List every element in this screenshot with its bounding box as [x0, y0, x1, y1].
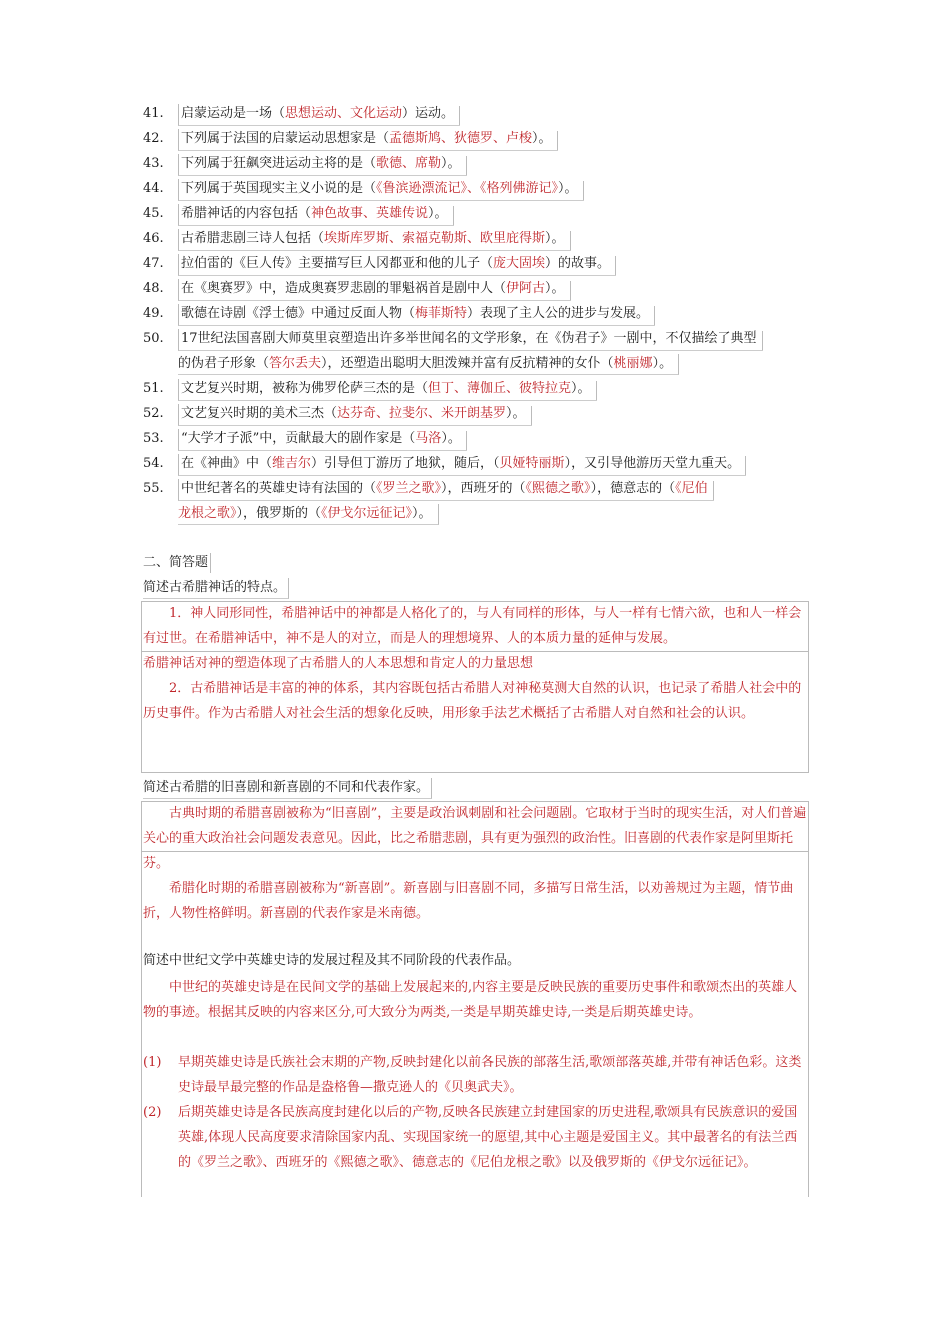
question-number: 48. [143, 281, 164, 296]
question-number: 55. [143, 481, 164, 496]
question-body [178, 229, 571, 251]
answer-text: 马洛 [415, 431, 442, 446]
fill-in-question [143, 279, 571, 301]
question-number: 51. [143, 381, 164, 396]
fill-in-question [143, 454, 746, 476]
question-text: ）。 [532, 131, 552, 146]
question-text: ），西班牙的（ [441, 481, 526, 496]
question-text: 的伪君子形象（ [178, 356, 270, 371]
question-number: 46. [143, 231, 164, 246]
item-1-marker: (1) [143, 1055, 162, 1070]
fill-in-question [143, 329, 763, 351]
fill-in-question [143, 129, 558, 151]
answer-text: 歌德、席勒 [376, 156, 442, 171]
answer-1-paragraph-1: 1．神人同形同性，希腊神话中的神都是人格化了的，与人有同样的形体，与人一样有七情六欲，也和人一样会有过世。在希腊神话中，神不是人的对立，而是人的理想境界、人的本质力量的延伸与发展。 [143, 606, 802, 646]
answer-text: 《伊戈尔远征记》 [321, 506, 413, 521]
answer-text: 《尼伯 [675, 481, 708, 496]
answer-text: 庞大固埃 [493, 256, 546, 271]
question-body-continued [178, 354, 679, 375]
question-text: ），德意志的（ [590, 481, 676, 496]
question-number: 41. [143, 106, 164, 121]
answer-text: 贝娅特丽斯 [499, 456, 565, 471]
question-text: 拉伯雷的《巨人传》主要描写巨人冈都亚和他的儿子（ [181, 256, 494, 271]
question-text: ）。 [571, 381, 591, 396]
question-3-title: 简述中世纪文学中英雄史诗的发展过程及其不同阶段的代表作品。 [143, 953, 521, 968]
question-text: ）。 [428, 206, 448, 221]
answer-2-paragraph-2: 希腊化时期的希腊喜剧被称为“新喜剧”。新喜剧与旧喜剧不同，多描写日常生活，以劝善规过为主题，情节曲折，人物性格鲜明。新喜剧的代表作家是米南德。 [143, 881, 794, 921]
question-number: 45. [143, 206, 164, 221]
answer-text: 神色故事、英雄传说 [311, 206, 429, 221]
question-text: ）运动。 [402, 106, 455, 121]
question-text: ）。 [652, 356, 673, 371]
section-title: 二、简答题 [143, 553, 211, 573]
question-number: 44. [143, 181, 164, 196]
question-body [178, 104, 460, 126]
question-text: 歌德在诗剧《浮士德》中通过反面人物（ [181, 306, 416, 321]
question-text: ）引导但丁游历了地狱，随后，（ [311, 456, 500, 471]
question-2-title: 简述古希腊的旧喜剧和新喜剧的不同和代表作家。 [143, 778, 432, 799]
question-body [178, 279, 571, 301]
question-text: 中世纪著名的英雄史诗有法国的（ [181, 481, 377, 496]
question-number: 53. [143, 431, 164, 446]
question-text: ）表现了主人公的进步与发展。 [467, 306, 650, 321]
fill-in-question [143, 254, 616, 276]
answer-text: 伊阿古 [506, 281, 546, 296]
fill-in-question [143, 304, 655, 326]
question-text: 文艺复兴时期的美术三杰（ [181, 406, 338, 421]
question-body [178, 179, 584, 201]
fill-in-question [143, 379, 597, 401]
question-number: 50. [143, 331, 164, 346]
answer-text: 思想运动、文化运动 [285, 106, 403, 121]
item-2-marker: (2) [143, 1105, 162, 1120]
fill-in-question [143, 204, 454, 226]
question-text: 启蒙运动是一场（ [181, 106, 286, 121]
question-text: ）。 [545, 281, 565, 296]
answer-text: 达芬奇、拉斐尔、米开朗基罗 [337, 406, 507, 421]
question-body [178, 154, 467, 176]
fill-in-question [143, 429, 467, 451]
question-body-continued [178, 504, 439, 525]
question-text: 17世纪法国喜剧大师莫里哀塑造出许多举世闻名的文学形象，在《伪君子》一剧中，不仅描绘了典型 [181, 331, 757, 346]
question-text: 在《奥赛罗》中，造成奥赛罗悲剧的罪魁祸首是剧中人（ [181, 281, 507, 296]
question-text: ），又引导他游历天堂九重天。 [564, 456, 741, 471]
fill-in-question [143, 154, 467, 176]
item-2-text: 后期英雄史诗是各民族高度封建化以后的产物,反映各民族建立封建国家的历史进程,歌颂具有民族意识的爱国英雄,体现人民高度要求清除国家内乱、实现国家统一的愿望,其中心主题是爱国主义。其中最著名的有法兰西的《罗兰之歌》、西班牙的《熙德之歌》、德意志的《尼伯龙根之歌》以及俄罗斯的《伊戈尔远征记》。 [178, 1105, 798, 1170]
question-1-title: 简述古希腊神话的特点。 [143, 578, 289, 599]
question-text: 文艺复兴时期，被称为佛罗伦萨三杰的是（ [181, 381, 429, 396]
question-text: ）。 [506, 406, 526, 421]
question-body [178, 404, 532, 426]
answer-2-paragraph-1: 古典时期的希腊喜剧被称为“旧喜剧”，主要是政治讽刺剧和社会问题剧。它取材于当时的现实生活，对人们普遍关心的重大政治社会问题发表意见。因此，比之希腊悲剧，具有更为强烈的政治性。旧喜剧的代表作家是阿里斯托芬。 [143, 806, 807, 871]
fill-in-question [143, 229, 571, 251]
question-text: ）。 [441, 431, 461, 446]
fill-in-question [143, 104, 460, 126]
question-text: ）。 [545, 231, 565, 246]
question-text: 下列属于法国的启蒙运动思想家是（ [181, 131, 390, 146]
answer-text: 桃丽娜 [613, 356, 653, 371]
answer-text: 答尔丢夫 [269, 356, 322, 371]
question-body [178, 129, 558, 151]
answer-1-paragraph-3: 2．古希腊神话是丰富的神的体系，其内容既包括古希腊人对神秘莫测大自然的认识，也记录了希腊人社会中的历史事件。作为古希腊人对社会生活的想象化反映，用形象手法艺术概括了古希腊人对自然和社会的认识。 [143, 681, 802, 721]
item-1-text: 早期英雄史诗是氏族社会末期的产物,反映封建化以前各民族的部落生活,歌颂部落英雄,并带有神话色彩。这类史诗最早最完整的作品是盎格鲁—撒克逊人的《贝奥武夫》。 [178, 1055, 802, 1095]
fill-in-question [143, 404, 532, 426]
question-text: 下列属于狂飙突进运动主将的是（ [181, 156, 377, 171]
question-body [178, 379, 597, 401]
fill-in-question [143, 179, 584, 201]
question-number: 42. [143, 131, 164, 146]
question-text: 古希腊悲剧三诗人包括（ [181, 231, 325, 246]
fill-in-question [143, 479, 714, 501]
question-text: ），还塑造出聪明大胆泼辣并富有反抗精神的女仆（ [321, 356, 614, 371]
question-text: “大学才子派”中，贡献最大的剧作家是（ [181, 431, 416, 446]
question-text: ），俄罗斯的（ [236, 506, 322, 521]
question-number: 47. [143, 256, 164, 271]
question-text: ）。 [412, 506, 432, 521]
question-text: ）的故事。 [545, 256, 611, 271]
question-body [178, 254, 616, 276]
answer-text: 《罗兰之歌》 [376, 481, 442, 496]
question-body [178, 454, 746, 476]
question-body [178, 304, 655, 326]
question-body [178, 204, 454, 226]
question-number: 49. [143, 306, 164, 321]
answer-text: 但丁、薄伽丘、彼特拉克 [428, 381, 572, 396]
question-text: 在《神曲》中（ [181, 456, 273, 471]
answer-text: 《鲁滨逊漂流记》、《格列佛游记》 [376, 181, 559, 196]
answer-3-paragraph-1: 中世纪的英雄史诗是在民间文学的基础上发展起来的,内容主要是反映民族的重要历史事件和歌颂杰出的英雄人物的事迹。根据其反映的内容来区分,可大致分为两类,一类是早期英雄史诗,一类是后期英雄史诗。 [143, 980, 798, 1020]
question-body [178, 479, 714, 501]
answer-text: 《熙德之歌》 [525, 481, 591, 496]
question-body [178, 429, 467, 451]
question-body [178, 329, 763, 351]
answer-text: 孟德斯鸠、狄德罗、卢梭 [389, 131, 533, 146]
question-number: 54. [143, 456, 164, 471]
question-text: 下列属于英国现实主义小说的是（ [181, 181, 377, 196]
question-text: ）。 [441, 156, 461, 171]
question-number: 43. [143, 156, 164, 171]
answer-text: 维吉尔 [272, 456, 312, 471]
answer-text: 龙根之歌》 [178, 506, 237, 521]
answer-text: 埃斯库罗斯、索福克勒斯、欧里庇得斯 [324, 231, 546, 246]
answer-text: 梅菲斯特 [415, 306, 468, 321]
answer-1-paragraph-2: 希腊神话对神的塑造体现了古希腊人的人本思想和肯定人的力量思想 [143, 656, 534, 671]
question-text: ）。 [558, 181, 578, 196]
question-number: 52. [143, 406, 164, 421]
question-text: 希腊神话的内容包括（ [181, 206, 312, 221]
